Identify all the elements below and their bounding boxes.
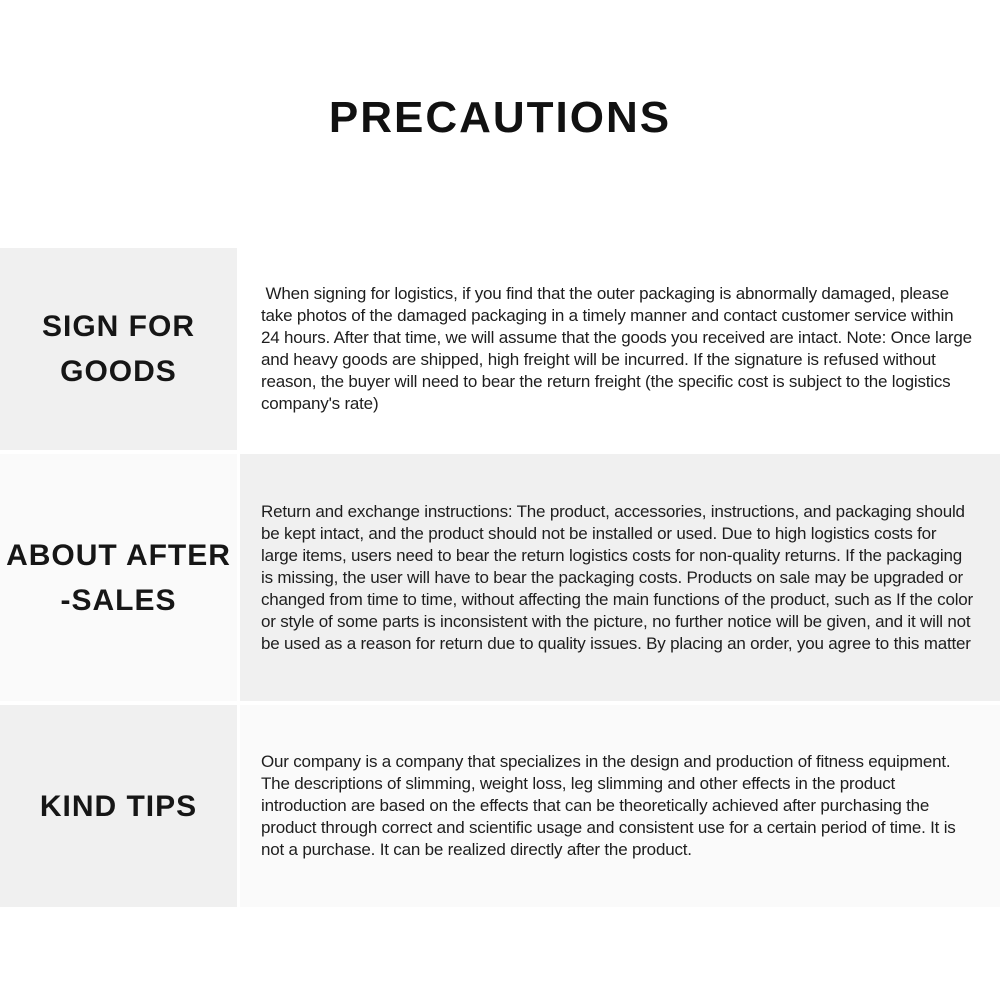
label-line: KIND TIPS bbox=[39, 789, 198, 823]
section-label-text bbox=[6, 533, 231, 623]
sections-grid bbox=[0, 248, 1000, 907]
section-paragraph: Return and exchange instructions: The product, accessories, instructions, and packaging should be kept intact, and the product should not be installed or used. Due to high logistics costs for large items, users need to bear the return logistics costs for non-quality returns. If the packaging is missing, the user will have to bear the packaging costs. Products on sale may be upgraded or changed from time to time, without affecting the main functions of the product, such as If the color or style of some parts is inconsistent with the picture, no further notice will be given, and it will not be used as a reason for return due to quality issues. By placing an order, you agree to this matter bbox=[261, 501, 978, 653]
section-label-text bbox=[42, 304, 195, 394]
section-body-about-after-sales bbox=[240, 454, 1000, 701]
label-line: -SALES bbox=[60, 583, 177, 617]
section-paragraph: When signing for logistics, if you find that the outer packaging is abnormally damaged, please take photos of the damaged packaging in a timely manner and contact customer service within 24 hours. After that time, we will assume that the goods you received are intact. Note: Once large and heavy goods are shipped, high freight will be incurred. If the signature is refused without reason, the buyer will need to bear the return freight (the specific cost is subject to the logistics company's rate) bbox=[261, 284, 977, 413]
section-label-kind-tips bbox=[0, 705, 237, 907]
label-line: SIGN FOR bbox=[41, 310, 195, 343]
section-label-about-after-sales bbox=[0, 454, 237, 701]
label-line: GOODS bbox=[60, 355, 177, 388]
section-body-kind-tips bbox=[240, 705, 1000, 907]
section-label-sign-for-goods bbox=[0, 248, 237, 450]
section-paragraph: Our company is a company that specializes in the design and production of fitness equipment. The descriptions of slimming, weight loss, leg slimming and other effects in the product introduction are based on the effects that can be theoretically achieved after purchasing the product through correct and scientific usage and consistent use for a certain period of time. It is not a purchase. It can be realized directly after the product. bbox=[261, 752, 961, 859]
section-label-text bbox=[40, 784, 197, 829]
page-title: PRECAUTIONS bbox=[328, 93, 672, 142]
label-line: ABOUT AFTER bbox=[6, 538, 231, 572]
section-body-sign-for-goods bbox=[240, 248, 1000, 450]
